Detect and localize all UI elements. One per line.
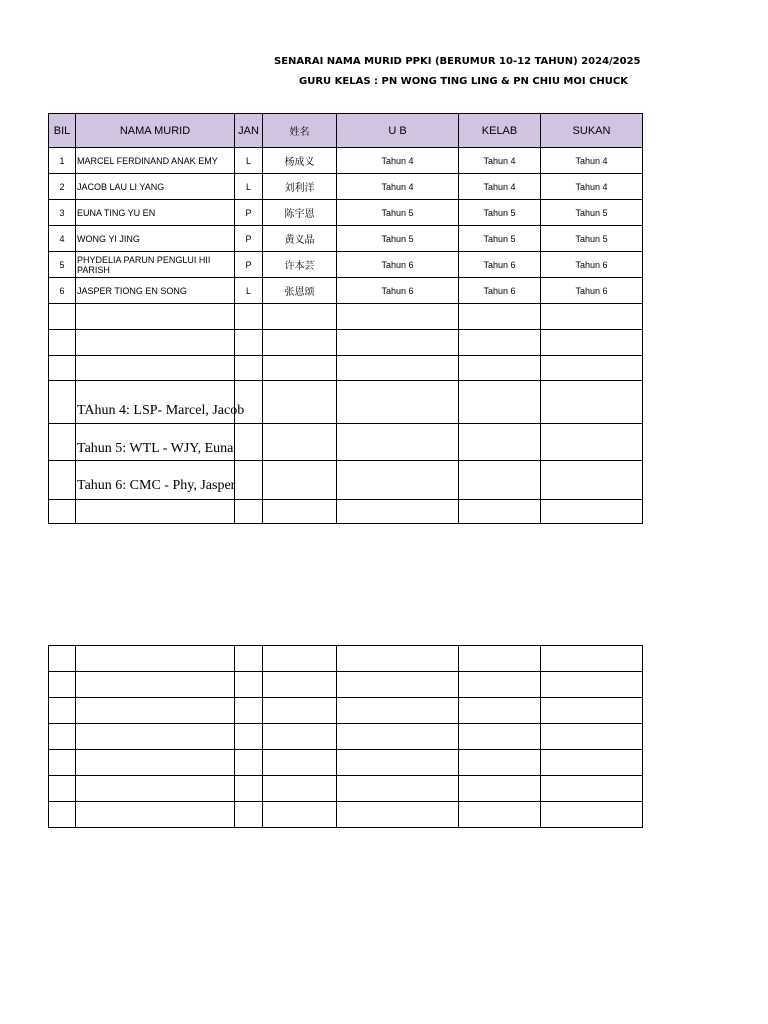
table-row xyxy=(49,148,643,174)
note-row xyxy=(49,461,643,500)
cell-name: PHYDELIA PARUN PENGLUI HII PARISH xyxy=(76,252,235,278)
empty-row xyxy=(49,776,643,802)
note-tahun-4: TAhun 4: LSP- Marcel, Jacob xyxy=(77,403,245,418)
cell-chinese-name: 张恩颂 xyxy=(263,278,337,304)
cell-kelab: Tahun 6 xyxy=(459,278,541,304)
cell-bil: 6 xyxy=(49,278,76,304)
col-header-chinese-name: 姓名 xyxy=(263,114,337,148)
cell-sukan: Tahun 5 xyxy=(541,226,643,252)
cell-name: JASPER TIONG EN SONG xyxy=(76,278,235,304)
cell-ub: Tahun 5 xyxy=(337,226,459,252)
cell-jan: L xyxy=(235,278,263,304)
empty-row xyxy=(49,672,643,698)
empty-row xyxy=(49,802,643,828)
student-table xyxy=(48,113,643,524)
cell-ub: Tahun 4 xyxy=(337,148,459,174)
cell-ub: Tahun 6 xyxy=(337,252,459,278)
empty-row xyxy=(49,330,643,356)
cell-bil: 1 xyxy=(49,148,76,174)
empty-grid-table xyxy=(48,645,643,828)
cell-name: WONG YI JING xyxy=(76,226,235,252)
cell-kelab: Tahun 5 xyxy=(459,226,541,252)
cell-jan: L xyxy=(235,174,263,200)
empty-row xyxy=(49,500,643,524)
cell-chinese-name: 黄义晶 xyxy=(263,226,337,252)
col-header-bil: BIL xyxy=(49,114,76,148)
cell-name: JACOB LAU LI YANG xyxy=(76,174,235,200)
col-header-ub: U B xyxy=(337,114,459,148)
table-row xyxy=(49,174,643,200)
cell-kelab: Tahun 4 xyxy=(459,148,541,174)
note-row xyxy=(49,424,643,461)
cell-chinese-name: 刘利洋 xyxy=(263,174,337,200)
cell-sukan: Tahun 6 xyxy=(541,278,643,304)
cell-chinese-name: 杨成义 xyxy=(263,148,337,174)
cell-name: EUNA TING YU EN xyxy=(76,200,235,226)
cell-bil: 4 xyxy=(49,226,76,252)
col-header-kelab: KELAB xyxy=(459,114,541,148)
table-row xyxy=(49,226,643,252)
table-row xyxy=(49,200,643,226)
cell-kelab: Tahun 4 xyxy=(459,174,541,200)
cell-bil: 2 xyxy=(49,174,76,200)
note-tahun-6: Tahun 6: CMC - Phy, Jasper xyxy=(77,478,236,493)
cell-chinese-name: 许本芸 xyxy=(263,252,337,278)
cell-sukan: Tahun 4 xyxy=(541,148,643,174)
document-title: SENARAI NAMA MURID PPKI (BERUMUR 10-12 TAHUN) 2024/2025 xyxy=(274,56,641,67)
cell-sukan: Tahun 4 xyxy=(541,174,643,200)
page-edge-mask xyxy=(642,50,768,95)
cell-jan: L xyxy=(235,148,263,174)
table-row xyxy=(49,278,643,304)
header-row xyxy=(49,114,643,148)
cell-ub: Tahun 5 xyxy=(337,200,459,226)
cell-bil: 3 xyxy=(49,200,76,226)
col-header-sukan: SUKAN xyxy=(541,114,643,148)
empty-row xyxy=(49,646,643,672)
class-teacher-line: GURU KELAS : PN WONG TING LING & PN CHIU MOI CHUCK xyxy=(299,76,628,87)
empty-row xyxy=(49,750,643,776)
col-header-nama-murid: NAMA MURID xyxy=(76,114,235,148)
cell-jan: P xyxy=(235,200,263,226)
cell-chinese-name: 陈宇恩 xyxy=(263,200,337,226)
cell-kelab: Tahun 6 xyxy=(459,252,541,278)
col-header-jan: JAN xyxy=(235,114,263,148)
empty-row xyxy=(49,724,643,750)
note-row xyxy=(49,381,643,424)
cell-jan: P xyxy=(235,252,263,278)
cell-bil: 5 xyxy=(49,252,76,278)
cell-jan: P xyxy=(235,226,263,252)
cell-ub: Tahun 4 xyxy=(337,174,459,200)
cell-ub: Tahun 6 xyxy=(337,278,459,304)
empty-row xyxy=(49,304,643,330)
cell-sukan: Tahun 6 xyxy=(541,252,643,278)
empty-row xyxy=(49,698,643,724)
note-tahun-5: Tahun 5: WTL - WJY, Euna xyxy=(77,441,234,456)
table-row xyxy=(49,252,643,278)
cell-kelab: Tahun 5 xyxy=(459,200,541,226)
cell-sukan: Tahun 5 xyxy=(541,200,643,226)
cell-name: MARCEL FERDINAND ANAK EMY xyxy=(76,148,235,174)
empty-row xyxy=(49,356,643,381)
